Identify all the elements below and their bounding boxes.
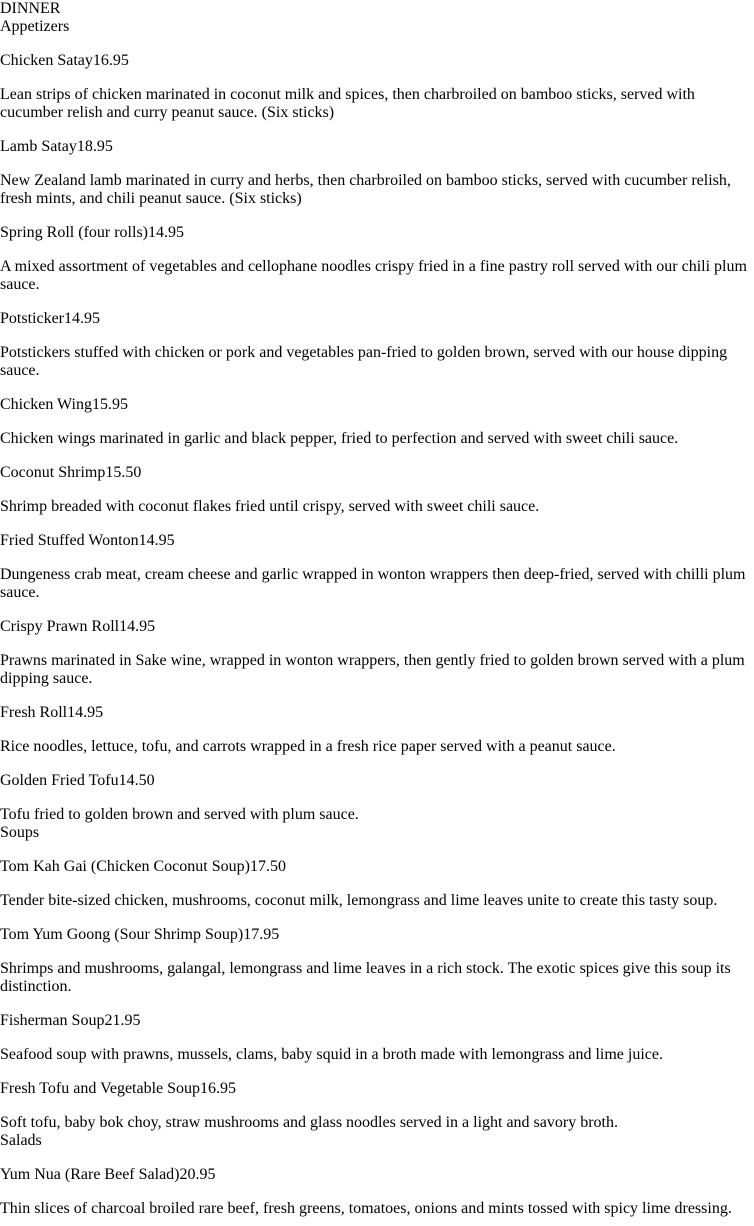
- menu-item-header: [0, 310, 754, 328]
- menu-item-price: 14.95: [64, 310, 100, 327]
- menu-item: [0, 52, 754, 122]
- menu-item-header: [0, 1012, 754, 1030]
- menu-title: DINNER: [0, 0, 61, 17]
- menu-item: [0, 1166, 754, 1218]
- menu-item-price: 14.95: [67, 704, 104, 721]
- menu-item-description: Potstickers stuffed with chicken or pork and vegetables pan-fried to golden brown, served with our house dipping sauce.: [0, 344, 728, 379]
- menu-item-header: [0, 224, 754, 242]
- menu-item-description: Tofu fried to golden brown and served with plum sauce.: [0, 806, 359, 823]
- menu-item-name: Coconut Shrimp: [0, 464, 106, 481]
- menu-item-description: Shrimp breaded with coconut flakes fried until crispy, served with sweet chili sauce.: [0, 498, 540, 515]
- menu-item-header: [0, 618, 754, 636]
- menu-section: [0, 18, 754, 824]
- menu-item: [0, 464, 754, 516]
- menu-item-name: Fresh Roll: [0, 704, 68, 721]
- menu-item-price: 16.95: [200, 1080, 237, 1097]
- menu-item-description: Dungeness crab meat, cream cheese and garlic wrapped in wonton wrappers then deep-fried, served with chilli plum sauce.: [0, 566, 746, 601]
- menu-item-name: Tom Yum Goong (Sour Shrimp Soup): [0, 926, 244, 943]
- menu-item-description: Thin slices of charcoal broiled rare beef, fresh greens, tomatoes, onions and mints tossed with spicy lime dressing.: [0, 1200, 732, 1217]
- menu-item-price: 21.95: [104, 1012, 141, 1029]
- menu-item-name: Fresh Tofu and Vegetable Soup: [0, 1080, 201, 1097]
- menu-item: [0, 224, 754, 294]
- menu-item-price: 17.50: [249, 858, 286, 875]
- menu-item-name: Spring Roll (four rolls): [0, 224, 148, 241]
- menu-item-header: [0, 858, 754, 876]
- menu-item: [0, 310, 754, 380]
- menu-item-price: 14.95: [148, 224, 184, 241]
- menu-item: [0, 396, 754, 448]
- menu-item-description: New Zealand lamb marinated in curry and herbs, then charbroiled on bamboo sticks, served with cucumber relish, fresh mints, and chili peanut sauce. (Six sticks): [0, 172, 731, 207]
- menu-item-name: Fried Stuffed Wonton: [0, 532, 139, 549]
- menu-item: [0, 1012, 754, 1064]
- menu-item: [0, 618, 754, 688]
- menu-item-header: [0, 926, 754, 944]
- menu-item: [0, 772, 754, 824]
- menu-item-description: Soft tofu, baby bok choy, straw mushrooms and glass noodles served in a light and savory broth.: [0, 1114, 618, 1131]
- section-title: Soups: [0, 824, 40, 841]
- menu-item-header: [0, 396, 754, 414]
- menu-item-name: Potsticker: [0, 310, 64, 327]
- menu-item-name: Chicken Satay: [0, 52, 93, 69]
- menu-item-price: 16.95: [92, 52, 129, 69]
- menu-item-description: Tender bite-sized chicken, mushrooms, coconut milk, lemongrass and lime leaves unite to create this tasty soup.: [0, 892, 718, 909]
- menu-item-price: 20.95: [179, 1166, 216, 1183]
- menu-item-description: Rice noodles, lettuce, tofu, and carrots wrapped in a fresh rice paper served with a peanut sauce.: [0, 738, 616, 755]
- menu-item: [0, 926, 754, 996]
- menu-item-header: [0, 704, 754, 722]
- menu-item: [0, 858, 754, 910]
- menu-item-price: 14.95: [119, 618, 156, 635]
- menu-item-price: 15.50: [105, 464, 142, 481]
- menu-item-header: [0, 138, 754, 156]
- menu-section: [0, 824, 754, 1132]
- menu-item-description: A mixed assortment of vegetables and cellophane noodles crispy fried in a fine pastry roll served with our chili plum sauce.: [0, 258, 747, 293]
- menu-item-description: Shrimps and mushrooms, galangal, lemongrass and lime leaves in a rich stock. The exotic spices give this soup its distinction.: [0, 960, 731, 995]
- menu-item-price: 15.95: [91, 396, 128, 413]
- menu-item-header: [0, 1080, 754, 1098]
- menu-item-name: Fisherman Soup: [0, 1012, 105, 1029]
- menu-item-name: Lamb Satay: [0, 138, 77, 155]
- section-title: Appetizers: [0, 18, 70, 35]
- menu-item-price: 14.95: [138, 532, 175, 549]
- menu-item-description: Prawns marinated in Sake wine, wrapped in wonton wrappers, then gently fried to golden brown served with a plum dipping sauce.: [0, 652, 745, 687]
- menu-section: [0, 1132, 754, 1218]
- menu-item-header: [0, 532, 754, 550]
- menu-item-header: [0, 464, 754, 482]
- menu-item-header: [0, 1166, 754, 1184]
- menu-item-price: 17.95: [243, 926, 280, 943]
- menu-item-name: Golden Fried Tofu: [0, 772, 119, 789]
- menu-item-description: Seafood soup with prawns, mussels, clams, baby squid in a broth made with lemongrass and lime juice.: [0, 1046, 663, 1063]
- menu-item-header: [0, 52, 754, 70]
- menu-item-description: Chicken wings marinated in garlic and black pepper, fried to perfection and served with sweet chili sauce.: [0, 430, 679, 447]
- menu-item-name: Yum Nua (Rare Beef Salad): [0, 1166, 180, 1183]
- menu-sections: [0, 18, 754, 1218]
- menu-item-price: 18.95: [76, 138, 113, 155]
- menu-item-price: 14.50: [118, 772, 155, 789]
- menu-item-name: Chicken Wing: [0, 396, 92, 413]
- menu-item-name: Tom Kah Gai (Chicken Coconut Soup): [0, 858, 250, 875]
- menu-item-name: Crispy Prawn Roll: [0, 618, 120, 635]
- menu-item-header: [0, 772, 754, 790]
- section-title: Salads: [0, 1132, 42, 1149]
- menu-item: [0, 532, 754, 602]
- menu-item: [0, 1080, 754, 1132]
- menu-item: [0, 138, 754, 208]
- menu-item: [0, 704, 754, 756]
- menu-item-description: Lean strips of chicken marinated in coconut milk and spices, then charbroiled on bamboo sticks, served with cucumber relish and curry peanut sauce. (Six sticks): [0, 86, 695, 121]
